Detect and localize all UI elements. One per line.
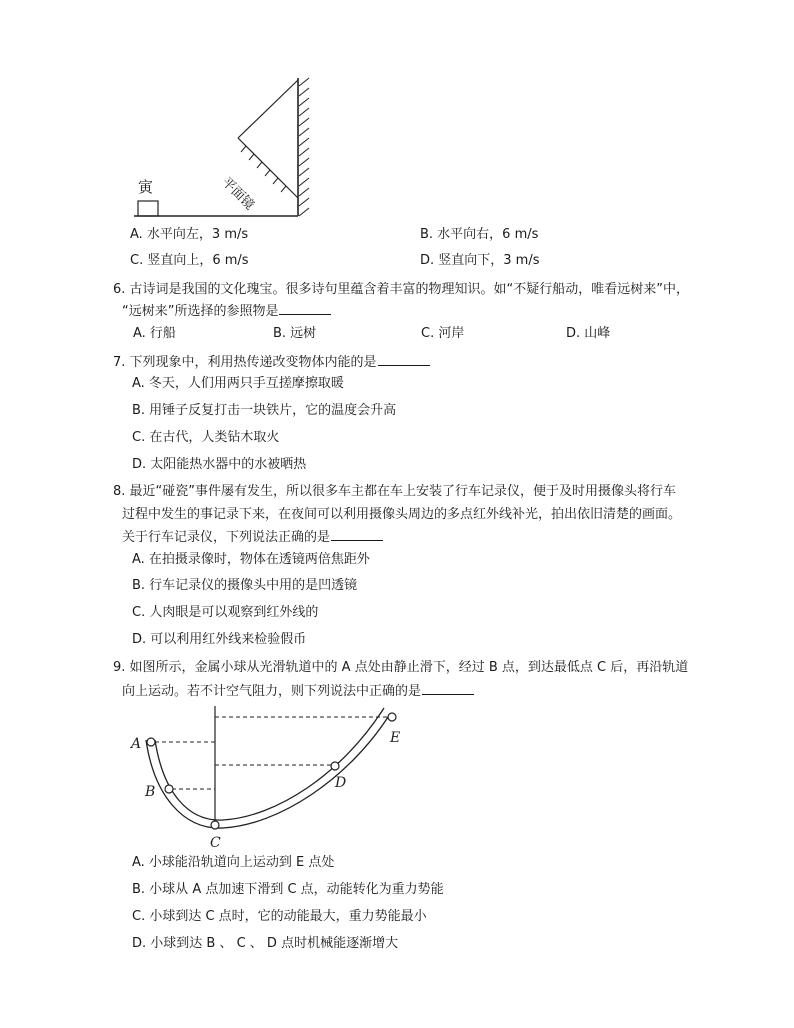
q6-option-d[interactable]: D. 山峰 xyxy=(566,326,611,341)
track-diagram xyxy=(128,700,418,852)
mirror-top-label: 寅 xyxy=(138,178,154,196)
q9-option-a[interactable]: A. 小球能沿轨道向上运动到 E 点处 xyxy=(132,855,335,870)
track-figure xyxy=(128,700,418,852)
q8-option-c[interactable]: C. 人肉眼是可以观察到红外线的 xyxy=(132,605,319,620)
q6-option-a[interactable]: A. 行船 xyxy=(133,326,176,341)
q6-stem-line1: 6. 古诗词是我国的文化瑰宝。很多诗句里蕴含着丰富的物理知识。如“不疑行船动，唯看远树来”中， xyxy=(113,282,690,297)
q9-stem-text: 向上运动。若不计空气阻力，则下列说法中正确的是 xyxy=(122,684,422,699)
track-label-a: A xyxy=(131,736,142,752)
q7-option-a[interactable]: A. 冬天，人们用两只手互搓摩擦取暖 xyxy=(132,376,344,391)
q5-option-d[interactable]: D. 竖直向下，3 m/s xyxy=(420,253,540,268)
mirror-diagram xyxy=(130,72,330,224)
q8-option-a[interactable]: A. 在拍摄录像时，物体在透镜两倍焦距外 xyxy=(132,552,370,567)
q7-option-d[interactable]: D. 太阳能热水器中的水被晒热 xyxy=(132,457,307,472)
q9-option-c[interactable]: C. 小球到达 C 点时，它的动能最大，重力势能最小 xyxy=(132,909,427,924)
q8-stem-line3 xyxy=(122,528,383,547)
mirror-label: 平面镜 xyxy=(218,174,257,214)
q6-option-b[interactable]: B. 远树 xyxy=(273,326,317,341)
q8-option-b[interactable]: B. 行车记录仪的摄像头中用的是凹透镜 xyxy=(132,578,358,593)
track-label-d: D xyxy=(335,775,347,791)
q6-stem-line2 xyxy=(122,302,331,321)
mirror-figure xyxy=(130,72,330,224)
q9-stem-line1: 9. 如图所示，金属小球从光滑轨道中的 A 点处由静止滑下，经过 B 点，到达最低点 C 后，再沿轨道 xyxy=(113,660,689,675)
q6-option-c[interactable]: C. 河岸 xyxy=(421,326,465,341)
q6-answer-blank[interactable] xyxy=(279,302,331,315)
q7-stem-text: 7. 下列现象中，利用热传递改变物体内能的是 xyxy=(113,355,377,370)
q9-option-d[interactable]: D. 小球到达 B 、 C 、 D 点时机械能逐渐增大 xyxy=(132,936,399,951)
q8-stem-text: 关于行车记录仪，下列说法正确的是 xyxy=(122,530,331,545)
q5-option-a[interactable]: A. 水平向左，3 m/s xyxy=(130,227,249,242)
q9-answer-blank[interactable] xyxy=(422,682,474,695)
q8-answer-blank[interactable] xyxy=(331,528,383,541)
q5-option-c[interactable]: C. 竖直向上，6 m/s xyxy=(130,253,249,268)
q7-option-c[interactable]: C. 在古代，人类钻木取火 xyxy=(132,430,280,445)
q9-stem-line2 xyxy=(122,682,474,701)
q5-option-b[interactable]: B. 水平向右，6 m/s xyxy=(420,227,539,242)
q7-option-b[interactable]: B. 用锤子反复打击一块铁片，它的温度会升高 xyxy=(132,403,397,418)
q9-option-b[interactable]: B. 小球从 A 点加速下滑到 C 点，动能转化为重力势能 xyxy=(132,882,444,897)
q8-stem-line1: 8. 最近“碰瓷”事件屡有发生，所以很多车主都在车上安装了行车记录仪，便于及时用摄像头将行车 xyxy=(113,484,677,499)
q7-answer-blank[interactable] xyxy=(378,353,430,366)
track-label-c: C xyxy=(210,835,221,851)
track-label-b: B xyxy=(145,784,156,800)
q7-stem xyxy=(113,353,430,372)
q8-option-d[interactable]: D. 可以利用红外线来检验假币 xyxy=(132,632,307,647)
q6-stem-text: “远树来”所选择的参照物是 xyxy=(122,304,279,319)
track-label-e: E xyxy=(390,730,401,746)
q8-stem-line2: 过程中发生的事记录下来，在夜间可以利用摄像头周边的多点红外线补光，拍出依旧清楚的画面。 xyxy=(122,507,682,522)
